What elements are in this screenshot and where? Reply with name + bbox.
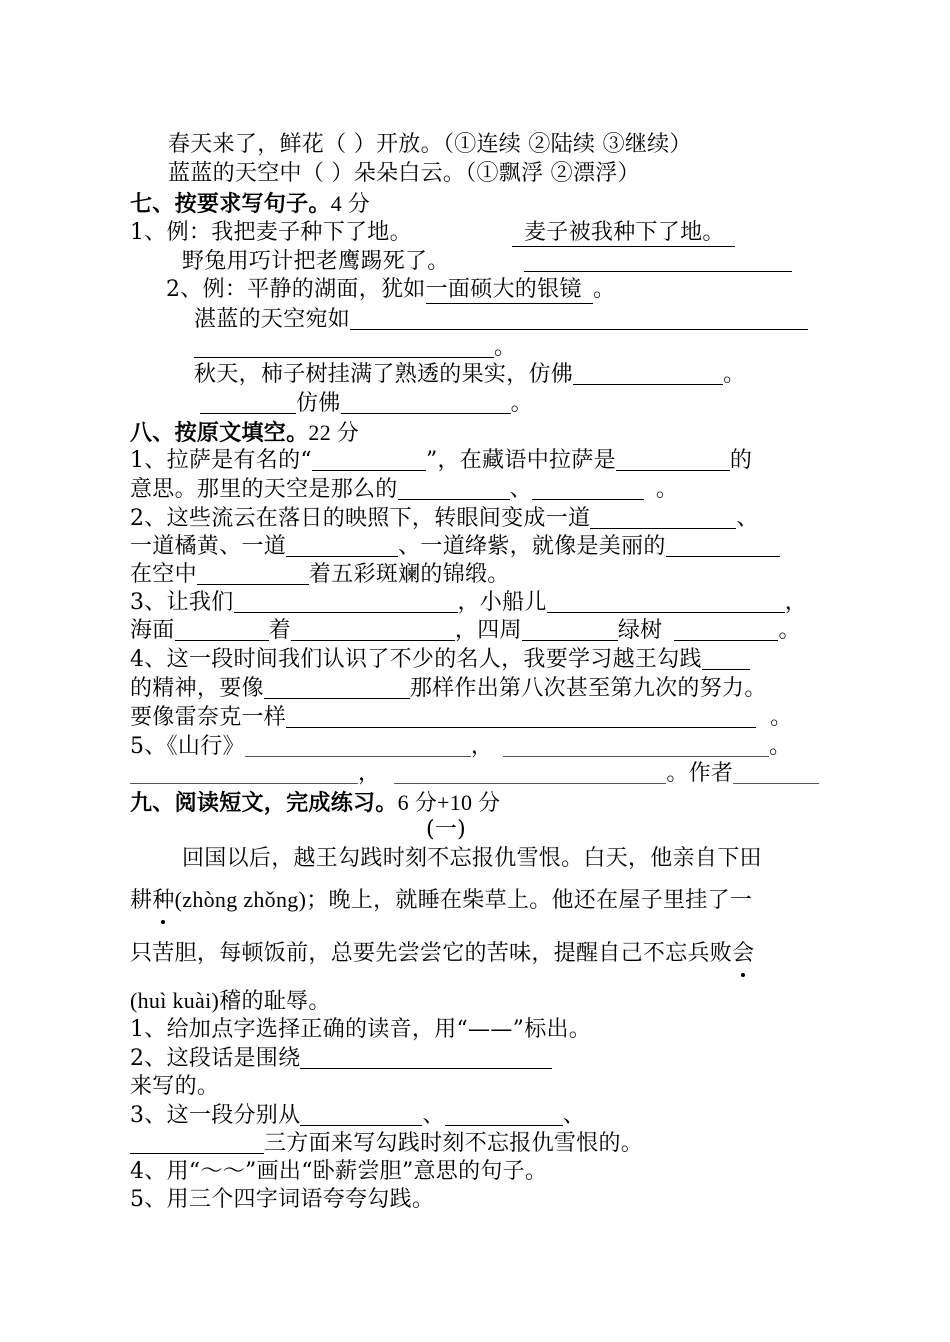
s8-l2-text-c: 。 [655,477,679,502]
s8-l8-blank-1[interactable] [702,647,750,670]
s7-q2c-blank-2[interactable] [341,391,511,414]
s7-q2b-text: 秋天，柿子树挂满了熟透的果实，仿佛 [194,362,574,387]
s7-q1-answer-line [524,248,792,276]
s8-line-10 [130,704,792,732]
s8-l9-text-b: 那样作出第八次甚至第九次的努力。 [409,676,767,701]
s9-q3-blank-1[interactable] [300,1103,422,1126]
s8-l2-text-a: 意思。那里的天空是那么的 [130,477,398,502]
s7-q2c-mid: 仿佛 [296,391,341,416]
s8-l6-text-a: 3、让我们 [130,590,234,615]
s9-passage-line-4: (huì kuài)稽的耻辱。 [130,988,331,1013]
s8-l12-blank-1[interactable] [130,761,358,784]
s7-q2a-end: 。 [494,335,517,360]
s8-l12-text-b: 。作者 [666,761,734,786]
s8-l4-text-a: 一道橘黄、一道 [130,534,287,559]
s8-line-3 [130,505,759,533]
s9-dotted-char-hui: 会 [732,941,755,966]
s8-l10-blank-1[interactable] [286,705,756,728]
s8-l7-text-c: ，四周 [454,618,522,643]
s9-subtitle: (一) [426,817,467,842]
s7-q2-line [166,276,615,304]
s7-q2c-blank-1[interactable] [200,391,296,414]
s7-q2-prefix: 2、例：平静的湖面，犹如 [166,277,426,302]
s8-line-12 [130,760,819,788]
s7-q1-example-text: 麦子被我种下了地。 [512,220,735,247]
s9-q1: 1、给加点字选择正确的读音，用“——”标出。 [130,1017,592,1042]
s7-q2a-line [194,306,808,334]
s9-q5: 5、用三个四字词语夸夸勾践。 [130,1187,435,1212]
s9-q3-text-c: 、 [562,1103,586,1128]
s8-line-2 [130,476,678,504]
s7-q2b-end: 。 [723,362,746,387]
s9-q2-blank[interactable] [300,1046,552,1069]
s8-l4-text-b: 、一道绛紫，就像是美丽的 [398,534,666,559]
s8-l1-text-b: ”，在藏语中拉萨是 [425,448,616,473]
s9-passage-line-3 [130,940,754,968]
s8-l7-blank-4[interactable] [674,618,778,641]
s7-q1-task: 野兔用巧计把老鹰踢死了。 [182,249,450,274]
s9-dotted-char-zhong: 种 [152,888,175,913]
s9-passage-line-1: 回国以后，越王勾践时刻不忘报仇雪恨。白天，他亲自下田 [182,846,762,871]
s8-line-7 [130,617,801,645]
section-8-heading [130,419,359,447]
s8-l11-text-b: ， [470,734,494,759]
choice-line-2: 蓝蓝的天空中（ ）朵朵白云。（①飘浮 ②漂浮） [168,161,640,186]
s9-q4: 4、用“～～”画出“卧薪尝胆”意思的句子。 [130,1159,548,1184]
s8-l12-blank-author[interactable] [733,761,819,784]
s9-p3-text-a: 只苦胆，每顿饭前，总要先尝尝它的苦味，提醒自己不忘兵败 [130,941,733,966]
s9-q3-text-b: 、 [422,1103,445,1128]
s8-l7-blank-1[interactable] [175,618,269,641]
s9-q3-line-2 [130,1130,643,1158]
s7-q2c-line [200,390,533,418]
s7-q2a-text: 湛蓝的天空宛如 [194,307,351,332]
s8-l4-blank-2[interactable] [666,534,780,557]
section-9-heading [130,789,500,817]
s8-line-6 [130,589,807,617]
s8-line-4 [130,533,780,561]
s7-q2-end: 。 [593,277,616,302]
s8-l7-text-b: 着 [268,618,291,643]
s8-l1-blank-1[interactable] [312,448,426,471]
s8-l8-text-a: 4、这一段时间我们认识了不少的名人，我要学习越王勾践 [130,647,702,672]
s7-q2c-end: 。 [510,391,533,416]
s8-l11-blank-2[interactable] [503,734,769,757]
choice-line-1: 春天来了，鲜花（ ）开放。（①连续 ②陆续 ③继续） [168,132,692,157]
s9-q2-line-2: 来写的。 [130,1074,220,1099]
s8-l3-text-a: 2、这些流云在落日的映照下，转眼间变成一道 [130,506,591,531]
s8-l7-text-e: 。 [778,618,801,643]
s8-l6-blank-2[interactable] [547,590,785,613]
s8-line-8 [130,646,750,674]
s7-q1-prefix: 1、例：我把麦子种下了地。 [130,220,412,245]
s7-q2-example: 一面硕大的银镜 [425,277,582,302]
s8-l7-text-d: 绿树 [617,618,663,643]
s9-p2-text-b: (zhòng zhǒng)；晚上，就睡在柴草上。他还在屋子里挂了一 [174,887,753,912]
s9-q2-line [130,1045,552,1073]
s9-q3-text-d: 三方面来写勾践时刻不忘报仇雪恨的。 [264,1131,644,1156]
s9-q3-line [130,1102,585,1130]
s7-q2a-blank[interactable] [350,307,808,330]
s9-q3-blank-2[interactable] [445,1103,563,1126]
s8-l9-blank-1[interactable] [264,676,410,699]
s8-l7-text-a: 海面 [130,618,175,643]
s8-l3-text-b: 、 [736,506,759,531]
s8-l5-blank-1[interactable] [197,562,309,585]
s7-q1-example [512,219,735,247]
section-7-title: 七、按要求写句子。 [130,191,331,217]
section-7-heading [130,190,370,218]
s7-q2b-blank[interactable] [573,362,723,385]
s7-q2b-line [194,361,745,389]
s8-l2-blank-1[interactable] [398,477,510,500]
s8-l7-blank-3[interactable] [522,618,618,641]
s8-l5-text-b: 着五彩斑斓的锦缎。 [308,562,510,587]
s8-l11-text-c: 。 [769,734,792,759]
s8-l11-blank-1[interactable] [245,734,471,757]
s8-line-5 [130,561,510,589]
s7-q1-answer-blank[interactable] [524,249,792,272]
s8-l4-blank-1[interactable] [286,534,398,557]
section-8-title: 八、按原文填空。 [130,420,309,446]
s7-q2a-blank-2[interactable] [194,335,494,358]
s9-q3-text-a: 3、这一段分别从 [130,1103,301,1128]
section-8-points: 22 分 [308,420,360,445]
s8-l10-text-b: 。 [770,705,793,730]
s7-q1-line [130,219,412,247]
s8-l3-blank-1[interactable] [590,506,736,529]
s9-passage-line-2 [130,886,752,915]
s8-l1-blank-2[interactable] [616,448,730,471]
s8-l5-text-a: 在空中 [130,562,197,587]
s8-l11-text-a: 5、《山行》 [130,734,245,759]
s8-l7-blank-2[interactable] [291,618,455,641]
s9-q3-blank-3[interactable] [130,1131,264,1154]
s8-l2-text-b: 、 [509,477,532,502]
s8-l6-text-c: ， [784,590,808,615]
s8-l1-text-a: 1、拉萨是有名的“ [130,448,312,473]
s7-q2a-line-2 [194,334,516,362]
section-9-title: 九、阅读短文，完成练习。 [130,790,398,816]
s8-l12-text-a: ， [358,761,381,786]
s8-line-9 [130,675,767,703]
s9-p2-text-a: 耕 [130,888,153,913]
section-7-points: 4 分 [330,191,371,216]
s8-l12-blank-2[interactable] [394,761,666,784]
s8-l6-blank-1[interactable] [234,590,458,613]
section-9-points: 6 分+10 分 [397,790,501,815]
s8-l6-text-b: ，小船儿 [457,590,547,615]
s8-l2-blank-2[interactable] [532,477,644,500]
s8-line-1 [130,447,752,475]
s8-line-11 [130,733,791,761]
s8-l10-text-a: 要像雷奈克一样 [130,705,287,730]
s9-q2-text-a: 2、这段话是围绕 [130,1046,301,1071]
s8-l9-text-a: 的精神，要像 [130,676,264,701]
s8-l1-text-c: 的 [729,448,753,473]
